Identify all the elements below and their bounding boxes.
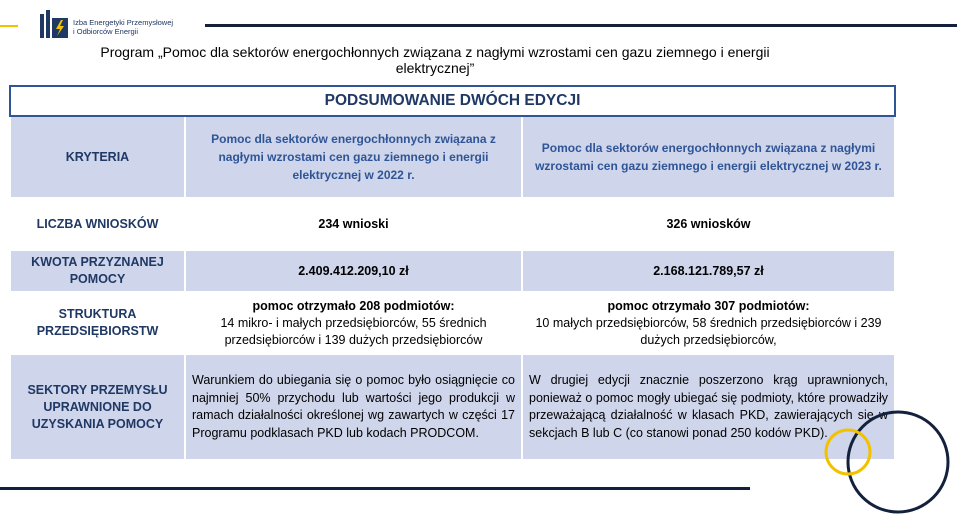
program-title xyxy=(40,44,830,76)
row-label-structure: STRUKTURA PRZEDSIĘBIORSTW xyxy=(10,292,185,354)
table-title: PODSUMOWANIE DWÓCH EDYCJI xyxy=(10,86,895,116)
table-row xyxy=(10,354,895,460)
program-title-line-1: Program „Pomoc dla sektorów energochłonnych związana z nagłymi wzrostami cen gazu ziemnego i energii xyxy=(100,44,770,60)
top-accent-line xyxy=(205,24,957,27)
amount-2023: 2.168.121.789,57 zł xyxy=(522,250,895,292)
structure-2023-detail: 10 małych przedsiębiorców, 58 średnich przedsiębiorców i 239 dużych przedsiębiorców, xyxy=(535,315,882,347)
table-row xyxy=(10,250,895,292)
structure-2023-summary: pomoc otrzymało 307 podmiotów: xyxy=(607,298,810,313)
structure-2022-summary: pomoc otrzymało 208 podmiotów: xyxy=(252,298,455,313)
logo-line-2: i Odbiorców Energii xyxy=(73,27,139,36)
table-row xyxy=(10,292,895,354)
row-label-applications: LICZBA WNIOSKÓW xyxy=(10,198,185,250)
criteria-header: KRYTERIA xyxy=(10,116,185,198)
program-title-line-2: elektrycznej” xyxy=(395,60,475,76)
structure-2023 xyxy=(522,292,895,354)
table-row xyxy=(10,198,895,250)
sectors-2022: Warunkiem do ubiegania się o pomoc było osiągnięcie co najmniej 50% przychodu lub wartości jego produkcji w ramach działalności określonej wg zawartych w części 17 Programu podklasach PKD lub kodach PRODCOM. xyxy=(185,354,522,460)
applications-2023: 326 wniosków xyxy=(522,198,895,250)
applications-2022: 234 wnioski xyxy=(185,198,522,250)
bottom-accent-line xyxy=(0,487,750,490)
logo-text xyxy=(73,18,173,36)
row-label-sectors: SEKTORY PRZEMYSŁU UPRAWNIONE DO UZYSKANIA POMOCY xyxy=(10,354,185,460)
decorative-circles-icon xyxy=(810,400,957,522)
sectors-2023: W drugiej edycji znacznie poszerzono krąg uprawnionych, ponieważ o pomoc mogły ubiegać się podmioty, które prowadziły przeważającą działalność w klasach PKD, zawierających się w sekcjach B lub C (co stanowi ponad 250 kodów PKD). xyxy=(522,354,895,460)
structure-2022 xyxy=(185,292,522,354)
amount-2022: 2.409.412.209,10 zł xyxy=(185,250,522,292)
structure-2022-detail: 14 mikro- i małych przedsiębiorców, 55 średnich przedsiębiorców i 139 dużych przedsiębiorców xyxy=(220,315,487,347)
column-header-2023: Pomoc dla sektorów energochłonnych związana z nagłymi wzrostami cen gazu ziemnego i energii elektrycznej w 2023 r. xyxy=(522,116,895,198)
column-header-2022: Pomoc dla sektorów energochłonnych związana z nagłymi wzrostami cen gazu ziemnego i energii elektrycznej w 2022 r. xyxy=(185,116,522,198)
table-header-row xyxy=(10,116,895,198)
table-title-row xyxy=(10,86,895,116)
logo-line-1: Izba Energetyki Przemysłowej xyxy=(73,18,174,27)
factory-bolt-icon xyxy=(38,8,70,40)
row-label-amount: KWOTA PRZYZNANEJ POMOCY xyxy=(10,250,185,292)
summary-table xyxy=(9,85,896,461)
logo xyxy=(38,8,208,42)
top-accent-line-yellow xyxy=(0,25,18,27)
